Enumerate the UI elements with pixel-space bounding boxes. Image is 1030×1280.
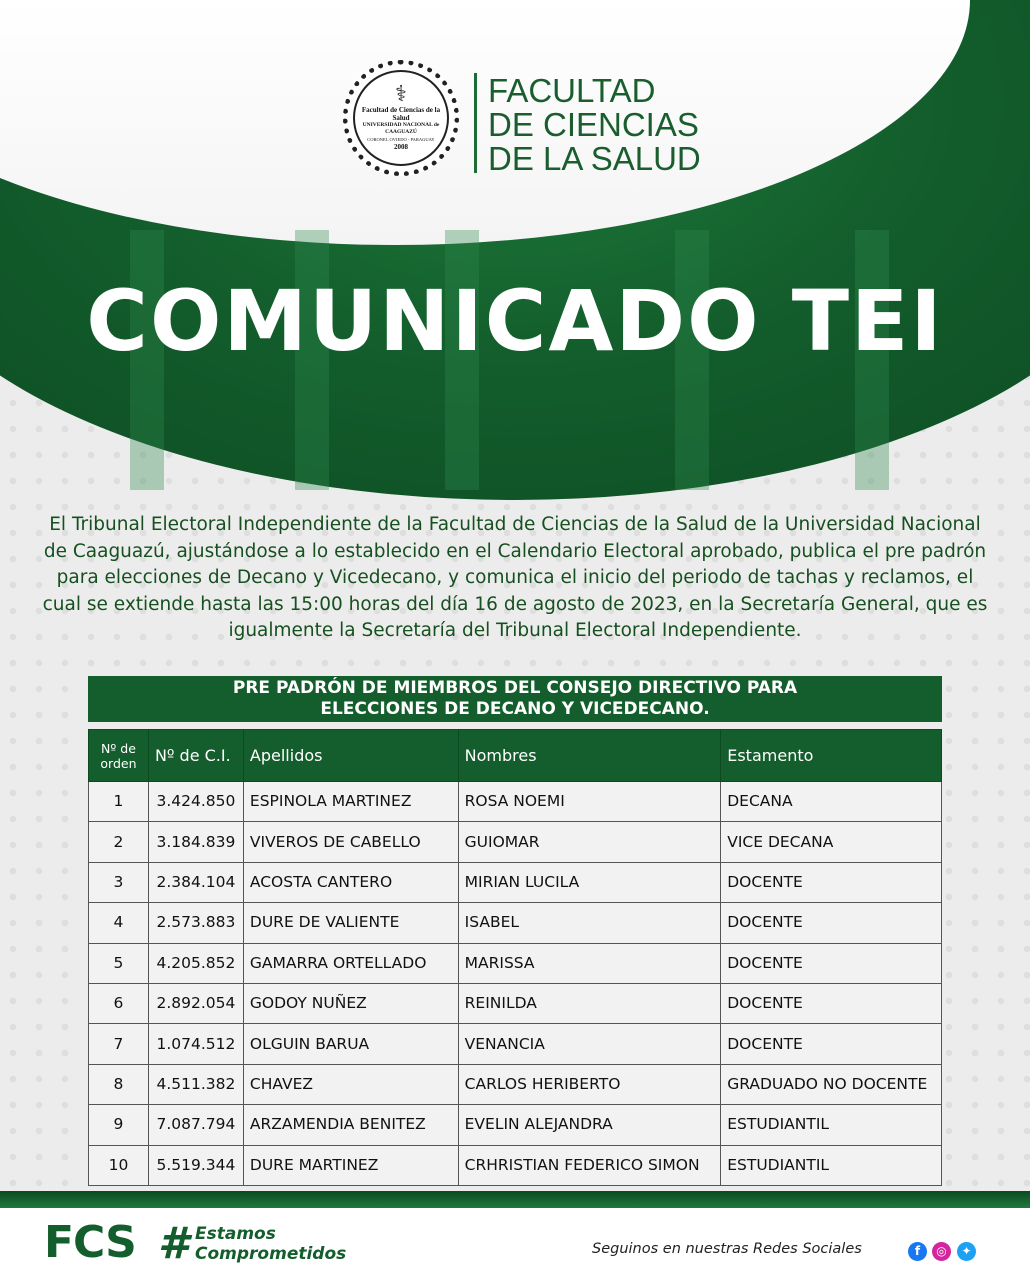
hashtag-symbol: # bbox=[158, 1218, 189, 1269]
cell-apellidos: GAMARRA ORTELLADO bbox=[243, 943, 458, 983]
seal-year: 2008 bbox=[394, 143, 408, 151]
hashtag-line2: Comprometidos bbox=[195, 1244, 347, 1264]
cell-apellidos: ARZAMENDIA BENITEZ bbox=[243, 1105, 458, 1145]
cell-estamento: DECANA bbox=[721, 782, 942, 822]
cell-num: 4 bbox=[89, 903, 149, 943]
header-apellidos: Apellidos bbox=[243, 730, 458, 782]
faculty-name-line3: DE LA SALUD bbox=[488, 140, 701, 177]
table-row bbox=[89, 903, 942, 943]
cell-num: 1 bbox=[89, 782, 149, 822]
cell-nombres: MIRIAN LUCILA bbox=[458, 862, 721, 902]
cell-ci: 5.519.344 bbox=[148, 1145, 243, 1185]
header-nombres: Nombres bbox=[458, 730, 721, 782]
table-row bbox=[89, 1064, 942, 1104]
table-row bbox=[89, 1145, 942, 1185]
table-row bbox=[89, 822, 942, 862]
cell-ci: 2.573.883 bbox=[148, 903, 243, 943]
cell-estamento: GRADUADO NO DOCENTE bbox=[721, 1064, 942, 1104]
cell-nombres: VENANCIA bbox=[458, 1024, 721, 1064]
cell-apellidos: VIVEROS DE CABELLO bbox=[243, 822, 458, 862]
table-header-row bbox=[89, 730, 942, 782]
cell-estamento: ESTUDIANTIL bbox=[721, 1105, 942, 1145]
seal-faculty-text: Facultad de Ciencias de la Salud bbox=[361, 106, 441, 122]
cell-estamento: DOCENTE bbox=[721, 903, 942, 943]
cell-apellidos: CHAVEZ bbox=[243, 1064, 458, 1104]
cell-ci: 2.892.054 bbox=[148, 983, 243, 1023]
cell-nombres: MARISSA bbox=[458, 943, 721, 983]
cell-num: 9 bbox=[89, 1105, 149, 1145]
cell-apellidos: GODOY NUÑEZ bbox=[243, 983, 458, 1023]
seal-location-text: CORONEL OVIEDO - PARAGUAY bbox=[367, 137, 435, 142]
table-row bbox=[89, 782, 942, 822]
cell-estamento: DOCENTE bbox=[721, 983, 942, 1023]
cell-nombres: GUIOMAR bbox=[458, 822, 721, 862]
cell-ci: 1.074.512 bbox=[148, 1024, 243, 1064]
cell-nombres: EVELIN ALEJANDRA bbox=[458, 1105, 721, 1145]
cell-num: 8 bbox=[89, 1064, 149, 1104]
table-title-line2: ELECCIONES DE DECANO Y VICEDECANO. bbox=[320, 699, 710, 719]
cell-num: 10 bbox=[89, 1145, 149, 1185]
cell-ci: 2.384.104 bbox=[148, 862, 243, 902]
footer bbox=[0, 1208, 1030, 1280]
cell-num: 7 bbox=[89, 1024, 149, 1064]
cell-ci: 3.424.850 bbox=[148, 782, 243, 822]
table-row bbox=[89, 943, 942, 983]
cell-num: 3 bbox=[89, 862, 149, 902]
seal-university-text: UNIVERSIDAD NACIONAL de CAAGUAZÚ bbox=[362, 122, 440, 135]
cell-estamento: VICE DECANA bbox=[721, 822, 942, 862]
cell-ci: 7.087.794 bbox=[148, 1105, 243, 1145]
cell-ci: 3.184.839 bbox=[148, 822, 243, 862]
cell-ci: 4.511.382 bbox=[148, 1064, 243, 1104]
cell-apellidos: ACOSTA CANTERO bbox=[243, 862, 458, 902]
instagram-icon[interactable]: ◎ bbox=[932, 1242, 951, 1261]
faculty-name-line2: DE CIENCIAS bbox=[488, 106, 699, 143]
hashtag-text bbox=[195, 1224, 346, 1264]
header-ci: Nº de C.I. bbox=[148, 730, 243, 782]
cell-num: 6 bbox=[89, 983, 149, 1023]
caduceus-icon: ⚕ bbox=[395, 82, 407, 107]
announcement-text: El Tribunal Electoral Independiente de la Facultad de Ciencias de la Salud de la Universidad Nacional de Caaguazú, ajustándose a lo establecido en el Calendario Electoral aprobado, publica el pre padrón para elecciones de Decano y Vicedecano, y comunica el inicio del periodo de tachas y reclamos, el cual se extiende hasta las 15:00 horas del día 16 de agosto de 2023, en la Secretaría General, que es igualmente la Secretaría del Tribunal Electoral Independiente. bbox=[42, 514, 988, 641]
cell-estamento: DOCENTE bbox=[721, 862, 942, 902]
faculty-name-line1: FACULTAD bbox=[488, 72, 656, 109]
cell-apellidos: ESPINOLA MARTINEZ bbox=[243, 782, 458, 822]
facebook-icon[interactable]: f bbox=[908, 1242, 927, 1261]
logo-divider bbox=[474, 73, 477, 173]
social-caption: Seguinos en nuestras Redes Sociales bbox=[592, 1241, 862, 1257]
cell-apellidos: DURE DE VALIENTE bbox=[243, 903, 458, 943]
cell-nombres: REINILDA bbox=[458, 983, 721, 1023]
cell-nombres: CRHRISTIAN FEDERICO SIMON bbox=[458, 1145, 721, 1185]
table-row bbox=[89, 1105, 942, 1145]
cell-ci: 4.205.852 bbox=[148, 943, 243, 983]
cell-num: 2 bbox=[89, 822, 149, 862]
cell-estamento: DOCENTE bbox=[721, 1024, 942, 1064]
cell-apellidos: DURE MARTINEZ bbox=[243, 1145, 458, 1185]
seal-inner-ring bbox=[353, 70, 449, 166]
university-seal bbox=[343, 60, 459, 176]
table-row bbox=[89, 1024, 942, 1064]
table-title-line1: PRE PADRÓN DE MIEMBROS DEL CONSEJO DIRECTIVO PARA bbox=[232, 678, 798, 698]
table-row bbox=[89, 983, 942, 1023]
cell-apellidos: OLGUIN BARUA bbox=[243, 1024, 458, 1064]
cell-nombres: CARLOS HERIBERTO bbox=[458, 1064, 721, 1104]
cell-num: 5 bbox=[89, 943, 149, 983]
roster-table bbox=[88, 729, 942, 1186]
cell-estamento: ESTUDIANTIL bbox=[721, 1145, 942, 1185]
hashtag-line1: Estamos bbox=[195, 1224, 276, 1244]
page-title: COMUNICADO TEI bbox=[86, 272, 944, 370]
cell-nombres: ISABEL bbox=[458, 903, 721, 943]
fcs-logo: FCS bbox=[44, 1217, 136, 1268]
faculty-name bbox=[488, 74, 728, 176]
table-title bbox=[88, 676, 942, 722]
twitter-icon[interactable]: ✦ bbox=[957, 1242, 976, 1261]
header-num: Nº de orden bbox=[89, 730, 149, 782]
header-estamento: Estamento bbox=[721, 730, 942, 782]
cell-nombres: ROSA NOEMI bbox=[458, 782, 721, 822]
footer-stripe bbox=[0, 1191, 1030, 1208]
table-row bbox=[89, 862, 942, 902]
cell-estamento: DOCENTE bbox=[721, 943, 942, 983]
